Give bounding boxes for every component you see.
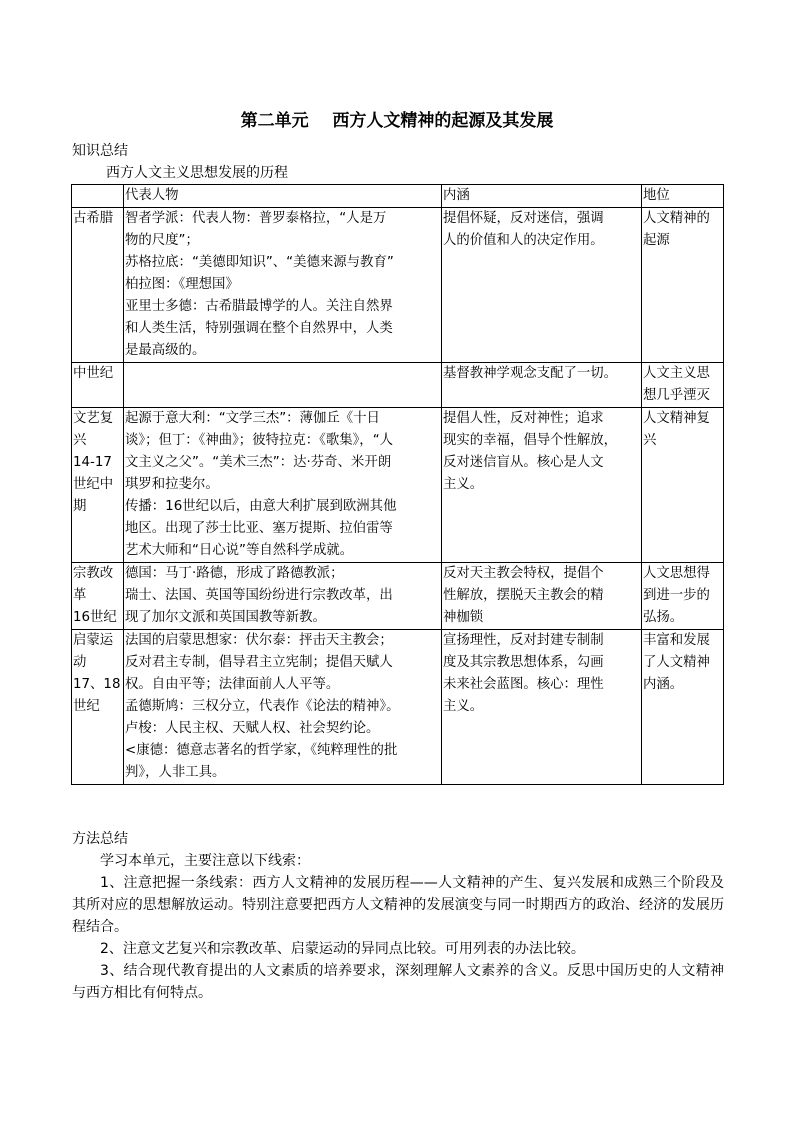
header-cell-status: 地位 [642,185,724,208]
cell-text-line: 地区。出现了莎士比亚、塞万提斯、拉伯雷等 [125,521,393,536]
cell-text-line: 主义。 [443,477,484,492]
header-cell-meaning: 内涵 [442,185,642,208]
cell-text-line: 度及其宗教思想体系，勾画 [443,655,604,670]
cell-text-line: 谈》；但丁：《神曲》；彼特拉克：《歌集》，“人 [125,433,394,448]
table-header-row [72,185,724,208]
cell-text-line: 权。自由平等；法律面前人人平等。 [125,677,340,692]
meaning-cell [442,408,642,563]
table-row [72,363,724,408]
cell-text-line: 物的尺度”； [125,233,199,248]
method-paragraph: 3、结合现代教育提出的人文素质的培养要求，深刻理解人文素养的含义。反思中国历史的人文精神与西方相比有何特点。 [72,963,724,1001]
cell-text-line: 反对迷信盲从。核心是人文 [443,455,604,470]
cell-text-line: 孟德斯鸠：三权分立，代表作《论法的精神》。 [125,699,400,714]
history-table [71,184,724,785]
cell-text-line: 未来社会蓝图。核心：理性 [443,677,604,692]
cell-text-line: 提倡怀疑，反对迷信，强调 [443,211,604,226]
cell-text-line: 古希腊 [73,211,114,226]
cell-text-line: 17、18 [73,677,121,692]
cell-text-line: 动 [73,655,87,670]
cell-text-line: 和人类生活，特别强调在整个自然界中，人类 [125,321,393,336]
cell-text-line: 文主义之父”。“美术三杰”：达·芬奇、米开朗 [125,455,392,470]
cell-text-line: 14-17 [73,455,112,470]
cell-text-line: 宣扬理性，反对封建专制制 [443,633,604,648]
cell-text-line: 现了加尔文派和英国国教等新教。 [125,610,326,625]
cell-text-line: 判》，人非工具。 [125,765,226,780]
cell-text-line: 兴 [643,433,657,448]
meaning-cell [442,563,642,630]
method-summary [72,828,724,1004]
cell-text-line: 人文精神复 [643,411,710,426]
cell-text-line: 起源 [643,233,670,248]
cell-text-line: 法国的启蒙思想家：伏尔泰：抨击天主教会； [125,633,393,648]
header-cell-figures: 代表人物 [124,185,442,208]
cell-text-line: 艺术大师和“日心说”等自然科学成就。 [125,543,354,558]
meaning-cell [442,208,642,363]
header-cell-period [72,185,124,208]
cell-text-line: 是最高级的。 [125,343,206,358]
cell-text-line: 宗教改 [73,566,114,581]
cell-text-line: 兴 [73,433,87,448]
cell-text-line: 了人文精神 [643,655,710,670]
cell-text-line: 内涵。 [643,677,684,692]
table-row [72,563,724,630]
cell-text-line: 卢梭：人民主权、天赋人权、社会契约论。 [125,721,380,736]
cell-text-line: 现实的幸福，倡导个性解放， [443,433,618,448]
meaning-cell [442,630,642,785]
cell-text-line: 德国：马丁·路德，形成了路德教派； [125,566,344,581]
cell-text-line: 人文精神的 [643,211,710,226]
cell-text-line: 世纪中 [73,477,114,492]
cell-text-line: 基督教神学观念支配了一切。 [443,366,618,381]
figures-cell [124,563,442,630]
cell-text-line: 人的价值和人的决定作用。 [443,233,604,248]
status-cell [642,408,724,563]
cell-text-line: 革 [73,588,87,603]
table-row [72,408,724,563]
status-cell [642,630,724,785]
status-cell [642,563,724,630]
method-paragraph: 2、注意文艺复兴和宗教改革、启蒙运动的异同点比较。可用列表的办法比较。 [100,941,585,957]
status-cell [642,363,724,408]
period-cell [72,563,124,630]
cell-text-line: 提倡人性，反对神性；追求 [443,411,604,426]
cell-text-line: 主义。 [443,699,484,714]
table-caption: 西方人文主义思想发展的历程 [106,165,288,181]
period-cell [72,630,124,785]
period-cell [72,408,124,563]
cell-text-line: 性解放，摆脱天主教会的精 [443,588,604,603]
page-title: 第二单元 西方人文精神的起源及其发展 [240,111,554,131]
cell-text-line: 世纪 [73,699,100,714]
cell-text-line: 启蒙运 [73,633,114,648]
cell-text-line: 期 [73,499,87,514]
figures-cell [124,408,442,563]
table-row [72,630,724,785]
cell-text-line: 弘扬。 [643,610,684,625]
method-paragraph: 学习本单元，主要注意以下线索： [100,853,310,869]
cell-text-line: 16世纪 [73,610,117,625]
cell-text-line: 人文思想得 [643,566,710,581]
period-cell [72,208,124,363]
cell-text-line: 智者学派：代表人物：普罗泰格拉，“人是万 [125,211,387,226]
cell-text-line: 亚里士多德：古希腊最博学的人。关注自然界 [125,299,393,314]
figures-cell [124,630,442,785]
figures-cell [124,363,442,408]
cell-text-line: 中世纪 [73,366,114,381]
cell-text-line: 柏拉图：《理想国》 [125,277,239,292]
figures-cell [124,208,442,363]
method-paragraph: 1、注意把握一条线索：西方人文精神的发展历程——人文精神的产生、复兴发展和成熟三个阶段及其所对应的思想解放运动。特别注意要把西方人文精神的发展演变与同一时期西方的政治、经济的发展历程结合。 [72,875,724,935]
cell-text-line: 想几乎湮灭 [643,388,710,403]
cell-text-line: 传播：16世纪以后，由意大利扩展到欧洲其他 [125,499,397,514]
table-row [72,208,724,363]
cell-text-line: 到进一步的 [643,588,710,603]
section-heading-method-summary: 方法总结 [72,831,128,847]
section-heading-knowledge-summary: 知识总结 [72,143,128,159]
cell-text-line: 起源于意大利：“文学三杰”：薄伽丘《十日 [125,411,380,426]
cell-text-line: 丰富和发展 [643,633,710,648]
table-body [72,208,724,785]
cell-text-line: 琪罗和拉斐尔。 [125,477,219,492]
cell-text-line: 反对君主专制，倡导君主立宪制；提倡天赋人 [125,655,393,670]
cell-text-line: 瑞士、法国、英国等国纷纷进行宗教改革，出 [125,588,393,603]
meaning-cell [442,363,642,408]
period-cell [72,363,124,408]
cell-text-line: 神枷锁 [443,610,484,625]
cell-text-line: <康德：德意志著名的哲学家，《纯粹理性的批 [125,743,398,758]
cell-text-line: 苏格拉底：“美德即知识”、“美德来源与教育” [125,255,394,270]
cell-text-line: 反对天主教会特权，提倡个 [443,566,604,581]
status-cell [642,208,724,363]
cell-text-line: 文艺复 [73,411,114,426]
cell-text-line: 人文主义思 [643,366,710,381]
